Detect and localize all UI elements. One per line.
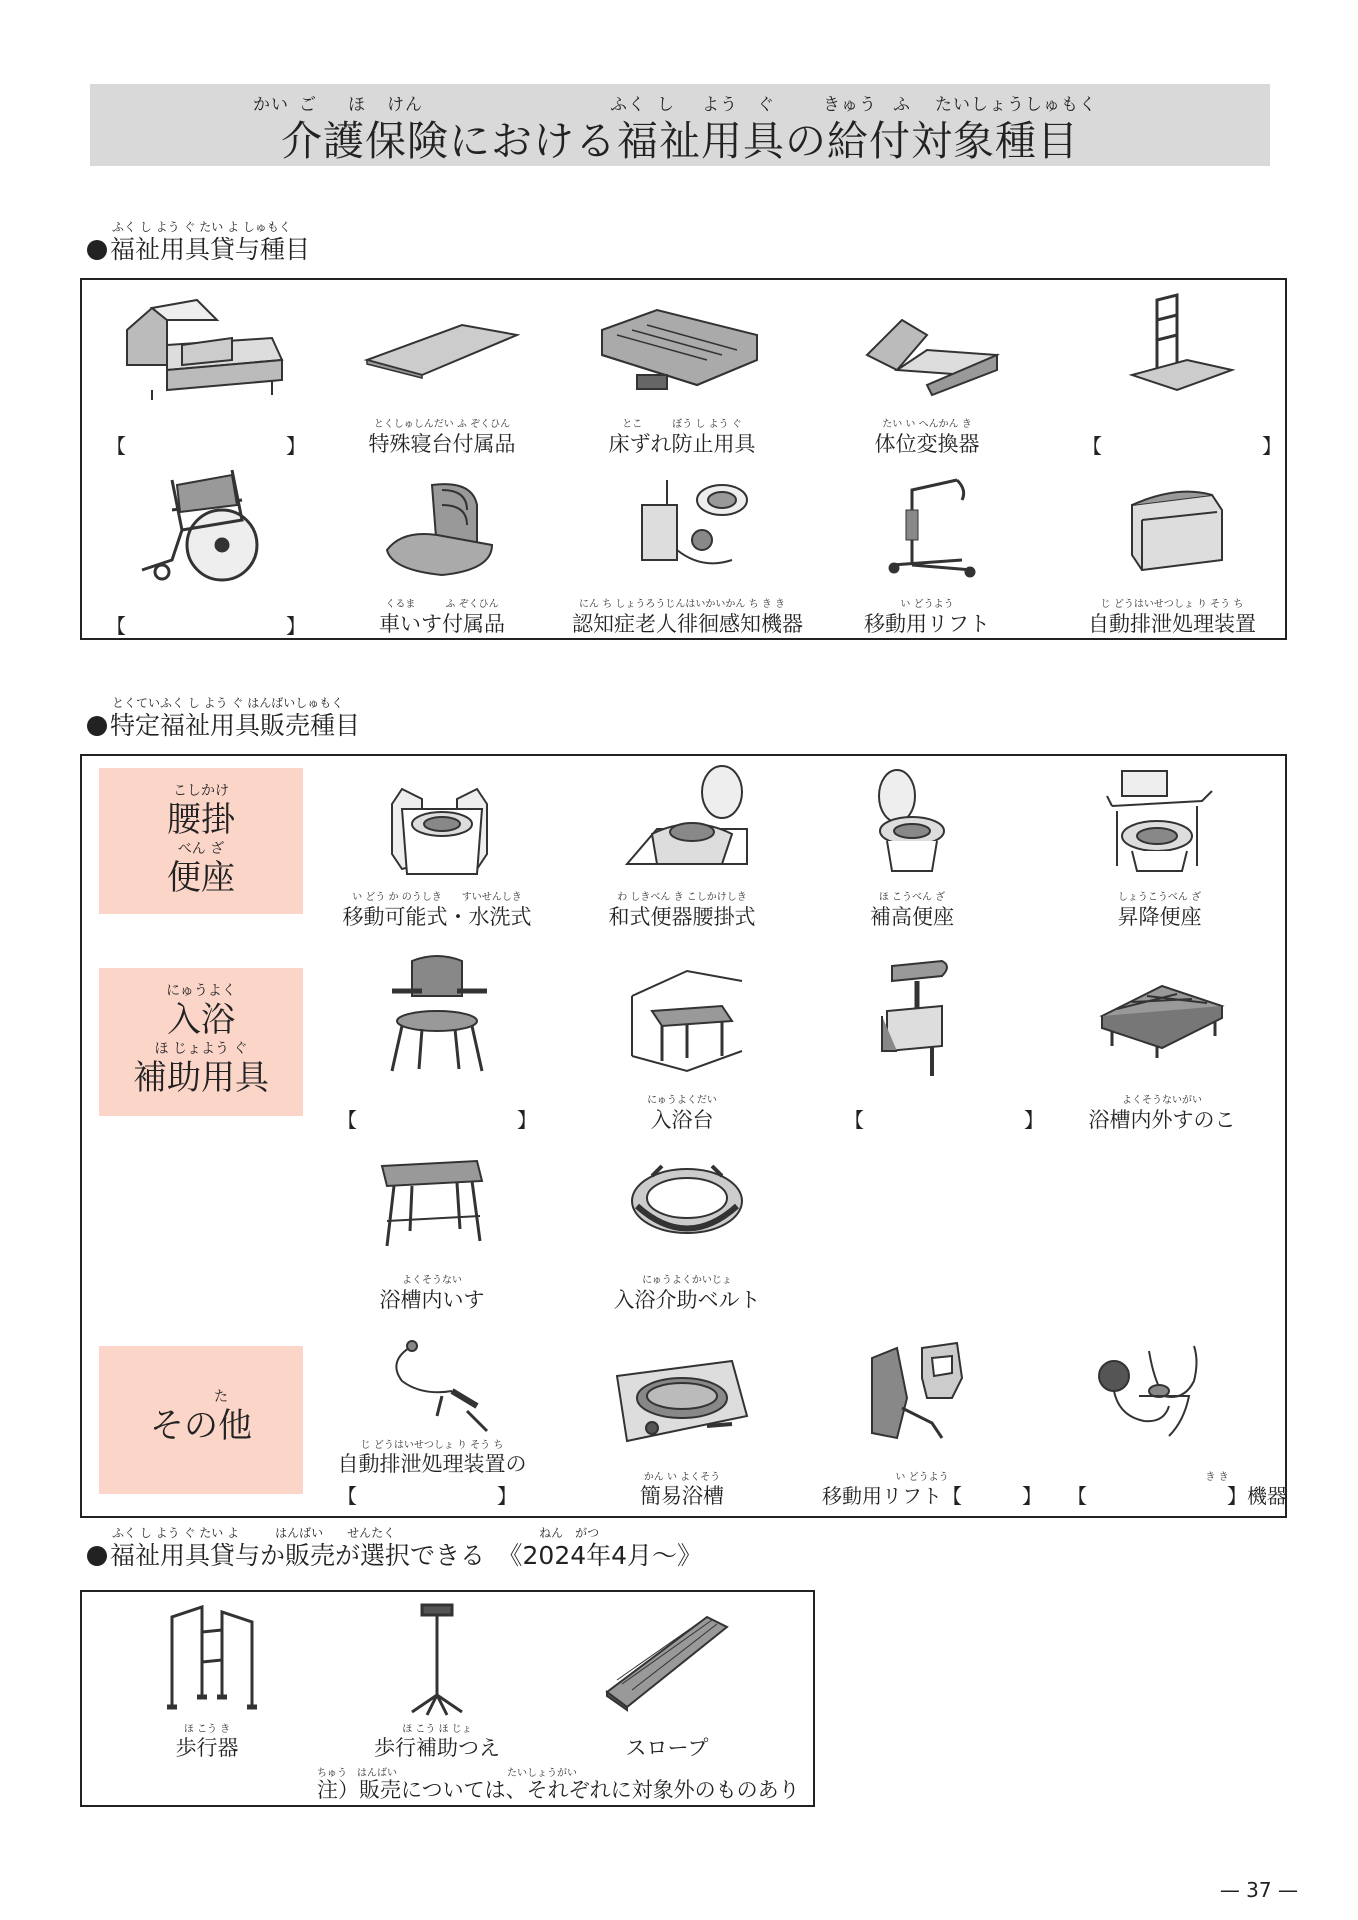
rental-item-10-label: 自動排泄処理装置 <box>1088 612 1256 636</box>
bath-belt-icon <box>622 1156 752 1251</box>
other-item-2-label: 簡易浴槽 <box>640 1484 724 1508</box>
bullet-icon <box>87 240 107 260</box>
choice-item-2-label: 歩行補助つえ <box>374 1736 500 1760</box>
bath-item-2-label: 入浴台 <box>650 1108 714 1132</box>
patient-lift-icon <box>882 470 982 580</box>
rental-item-9-label: 移動用リフト <box>864 612 990 636</box>
lift-sling-icon <box>862 1338 972 1448</box>
rental-item-5-label: 【 】 <box>1082 434 1282 458</box>
other-item-4-ruby: き き <box>1205 1472 1229 1483</box>
bath-duckboard-icon <box>1097 976 1227 1061</box>
bed-icon <box>112 290 287 405</box>
sales-heading: 特定福祉用具販売種目 <box>87 706 360 742</box>
rental-item-8-label: 認知症老人徘徊感知機器 <box>572 612 803 636</box>
title-ruby: かい ご ほ けん ふく し よう ぐ きゅう ふ たいしょうしゅもく <box>253 95 1097 115</box>
rental-item-7-label: 車いす付属品 <box>379 612 505 636</box>
bath-item-1-label: 【 】 <box>337 1108 537 1132</box>
bath-item-4-ruby: よくそうないがい <box>1122 1095 1202 1106</box>
rental-item-4-label: 体位変換器 <box>874 432 980 456</box>
sensor-device-icon <box>632 475 752 580</box>
raised-toilet-seat-icon <box>867 766 957 881</box>
rental-heading-ruby: ふく し よう ぐ たい よ しゅもく <box>112 220 291 234</box>
choice-item-2-ruby: ほ こう ほ じょ <box>402 1724 472 1735</box>
bath-item-5-ruby: よくそうない <box>402 1275 462 1286</box>
portable-bathtub-icon <box>612 1356 752 1446</box>
other-item-2-ruby: かん い よくそう <box>643 1472 721 1483</box>
bath-item-3-label: 【 】 <box>844 1108 1044 1132</box>
rental-item-6-label: 【 】 <box>106 614 306 638</box>
other-item-3-ruby: い どうよう <box>895 1472 949 1483</box>
rental-item-2-ruby: とくしゅしんだい ふ ぞくひん <box>373 419 511 430</box>
toilet-item-3-ruby: ほ こうべん ざ <box>878 892 946 903</box>
page-title: 介護保険における福祉用具の給付対象種目 <box>281 117 1079 165</box>
excretion-device-icon <box>1122 480 1232 580</box>
choice-item-3-label: スロープ <box>625 1736 709 1760</box>
rental-heading: 福祉用具貸与種目 <box>87 230 310 266</box>
other-item-4-label: 【 】機器 <box>1067 1484 1287 1508</box>
page-title-bar <box>90 84 1270 166</box>
bullet-icon <box>87 1546 107 1566</box>
choice-heading: 福祉用具貸与か販売が選択できる 《2024年4月〜》 <box>87 1536 702 1572</box>
choice-item-1-label: 歩行器 <box>175 1736 239 1760</box>
category-toilet-seat: こしかけ 腰掛 べん ざ 便座 <box>99 768 303 914</box>
bath-grip-icon <box>872 956 962 1081</box>
toilet-item-4-ruby: しょうこうべん ざ <box>1117 892 1202 903</box>
choice-note-ruby: ちゅう はんばい たいしょうがい <box>317 1768 577 1779</box>
choice-item-1-ruby: ほ こう き <box>183 1724 231 1735</box>
toilet-item-2-ruby: わ しきべん き こしかけしき <box>617 892 747 903</box>
rental-box <box>80 278 1287 640</box>
wheelchair-cushion-icon <box>382 475 502 580</box>
category-other: た その他 <box>99 1346 303 1494</box>
excretion-parts-icon <box>382 1336 492 1436</box>
toilet-seat-adapter-icon <box>622 764 752 884</box>
choice-box <box>80 1590 815 1807</box>
ramp-icon <box>602 1612 732 1712</box>
sales-heading-ruby: とくていふく し よう ぐ はんばいしゅもく <box>112 696 344 710</box>
bath-item-6-ruby: にゅうよくかいじょ <box>642 1275 732 1286</box>
choice-note: 注）販売については、それぞれに対象外のものあり <box>317 1778 800 1802</box>
other-item-1-label: 自動排泄処理装置の <box>337 1452 527 1476</box>
rental-item-3-ruby: とこ ぼう し よう ぐ <box>622 419 742 430</box>
other-item-1-bracket: 【 】 <box>337 1484 517 1508</box>
bath-item-4-label: 浴槽内外すのこ <box>1088 1108 1236 1132</box>
bath-board-icon <box>627 966 747 1076</box>
wedge-cushion-icon <box>857 305 1002 400</box>
rental-item-10-ruby: じ どうはいせつしょ り そう ち <box>1100 599 1244 610</box>
bath-item-6-label: 入浴介助ベルト <box>613 1288 761 1312</box>
rental-item-2-label: 特殊寝台付属品 <box>368 432 516 456</box>
mattress-board-icon <box>362 320 522 380</box>
air-mattress-icon <box>597 305 762 400</box>
rental-item-9-ruby: い どうよう <box>900 599 954 610</box>
rental-item-7-ruby: くるま ふ ぞくひん <box>385 599 499 610</box>
toilet-item-1-label: 移動可能式・水洗式 <box>342 905 532 929</box>
bath-item-5-label: 浴槽内いす <box>379 1288 485 1312</box>
urine-collector-icon <box>1094 1341 1204 1441</box>
other-item-3-label: 移動用リフト【 】 <box>822 1484 1042 1508</box>
toilet-item-3-label: 補高便座 <box>870 905 954 929</box>
bath-stool-icon <box>372 1151 492 1251</box>
choice-heading-ruby: ふく し よう ぐ たい よ はんばい せんたく ねん がつ <box>112 1526 600 1540</box>
toilet-item-4-label: 昇降便座 <box>1117 905 1202 929</box>
rental-item-1-label: 【 】 <box>106 434 306 458</box>
toilet-item-2-label: 和式便器腰掛式 <box>608 905 756 929</box>
category-bath-aids: にゅうよく 入浴 ほ じょよう ぐ 補助用具 <box>99 968 303 1116</box>
bath-item-2-ruby: にゅうよくだい <box>647 1095 717 1106</box>
portable-toilet-icon <box>382 774 497 884</box>
other-item-1-ruby: じ どうはいせつしょ り そう ち <box>360 1440 504 1451</box>
rental-item-8-ruby: にん ち しょうろうじんはいかいかん ち き き <box>579 599 785 610</box>
wheelchair-icon <box>132 460 272 585</box>
rental-item-4-ruby: たい い へんかん き <box>882 419 972 430</box>
bullet-icon <box>87 716 107 736</box>
standing-handrail-icon <box>1127 290 1237 405</box>
page-number: — 37 — <box>1219 1878 1298 1902</box>
toilet-item-1-ruby: い どう か のうしき すいせんしき <box>352 892 522 903</box>
lifting-toilet-seat-icon <box>1102 766 1217 881</box>
walker-icon <box>162 1602 262 1717</box>
cane-icon <box>402 1600 472 1720</box>
rental-item-3-label: 床ずれ防止用具 <box>608 432 756 456</box>
shower-chair-icon <box>377 951 497 1076</box>
sales-box <box>80 754 1287 1518</box>
